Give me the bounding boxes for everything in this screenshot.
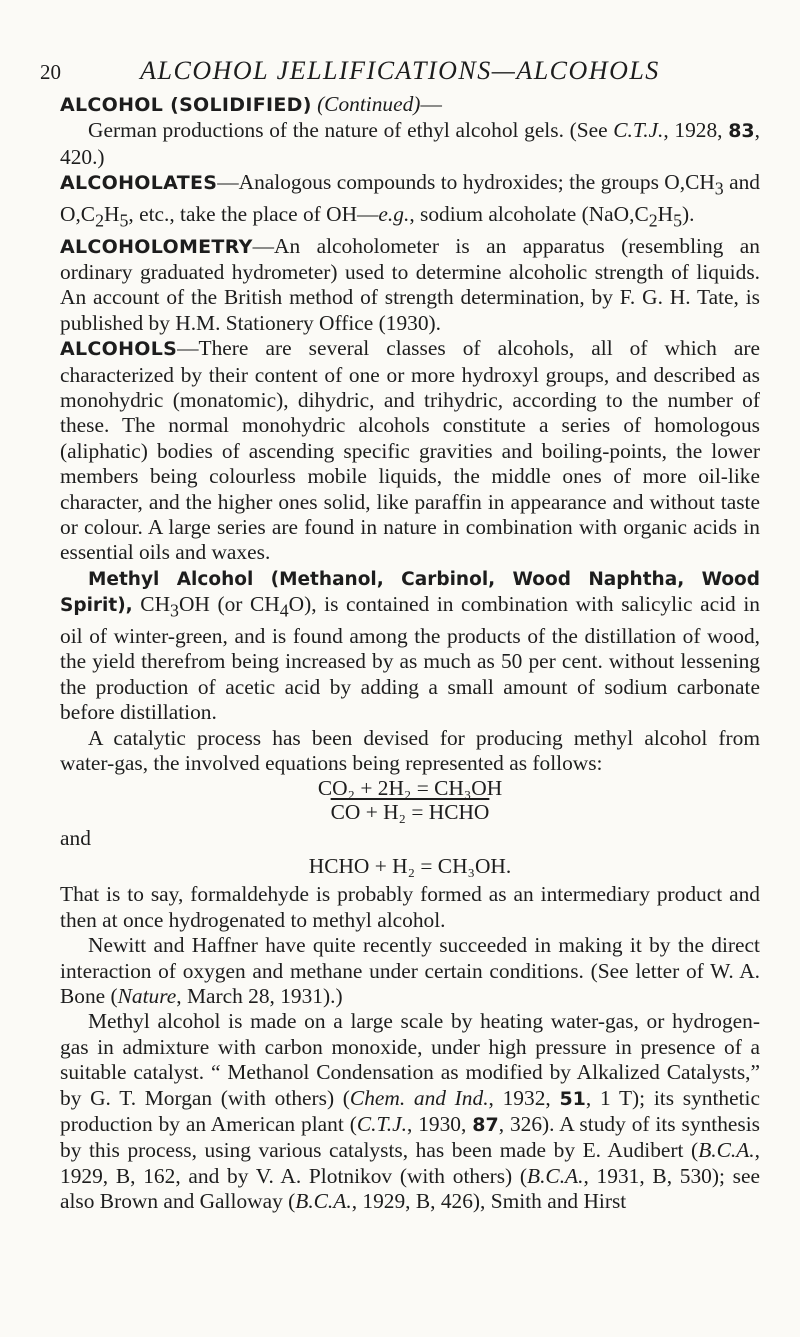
text: , etc., take the place of OH— [128, 201, 379, 226]
text: , March 28, 1931).) [176, 984, 343, 1009]
text: ). [682, 201, 695, 226]
headword-alcoholates: ALCOHOLATES [60, 172, 218, 195]
newitt-paragraph [60, 933, 760, 1009]
equation-2 [60, 800, 760, 825]
journal-bca: B.C.A. [527, 1163, 584, 1188]
headword-alcoholometry: ALCOHOLOMETRY [60, 235, 253, 258]
text: —An alcoholometer is an apparatus (resembling an ordinary graduated hydrometer) used to determine alcoholic strength of liquids. An account of the British method of strength determination, by F. G. H. Tate, is published by H.M. Stationery Office (1930). [60, 233, 760, 335]
subscript: 3 [170, 600, 179, 621]
text: , 1929, B, 162, and by V. A. Plotnikov (with others) ( [60, 1138, 760, 1188]
entry-methyl-alcohol [60, 566, 760, 726]
text: , 1931, B, 530); see also Brown and Galloway ( [60, 1163, 760, 1214]
journal-bca: B.C.A. [295, 1189, 352, 1214]
text: and O,C [60, 170, 760, 226]
continued-label: (Continued) [317, 92, 421, 116]
text: H [657, 201, 674, 226]
text: , 1928, [663, 118, 729, 143]
entry-alcohols [60, 336, 760, 566]
journal-chem-ind: Chem. and Ind. [349, 1085, 489, 1110]
page-number: 20 [40, 60, 61, 84]
text: —Analogous compounds to hydroxides; the groups O,CH [217, 170, 715, 195]
citation-volume: 87 [472, 1114, 499, 1137]
text: OH (or CH [178, 592, 280, 617]
page-body [60, 92, 760, 1215]
subscript: 2 [648, 210, 658, 231]
equations-block [60, 776, 760, 882]
text: Methyl alcohol is made on a large scale by heating water-gas, or hydrogen-gas in admixture with carbon monoxide, under high pressure in presence of a suitable catalyst. “ Methanol Condensation as modified by Alkalized Catalysts,” by G. T. Morgan (with others) ( [60, 1009, 760, 1110]
eg-abbrev: e.g. [378, 201, 410, 226]
text: German productions of the nature of ethyl alcohol gels. (See [88, 118, 614, 143]
text: —There are several classes of alcohols, all of which are characterized by their content of one or more hydroxyl groups, and described as monohydric (monatomic), dihydric, and trihydric, according to the number of these. The normal monohydric alcohols constitute a series of homologous (aliphatic) bodies of ascending specific gravities and boiling-points, the lower members being colourless mobile liquids, the middle ones of more oil-like character, and the higher ones solid, like paraffin in appearance and without taste or colour. A large series are found in nature in combination with organic acids in essential oils and waxes. [60, 336, 760, 565]
entry-alcoholates [60, 170, 760, 233]
text: , 1930, [406, 1112, 473, 1137]
headword-solidified: ALCOHOL (SOLIDIFIED) [60, 94, 312, 116]
text: , 1 T); its synthetic production by an American plant ( [60, 1085, 760, 1137]
citation-volume: 83 [728, 120, 755, 143]
equation-1: CO₂ + 2H₂ = CH₃OH [317, 776, 503, 801]
made-paragraph [60, 1009, 760, 1214]
text: , sodium alcoholate (NaO,C [409, 201, 649, 226]
text: , 420.) [60, 118, 760, 169]
journal-bca: B.C.A. [698, 1138, 755, 1163]
citation-journal: C.T.J. [613, 118, 664, 143]
running-title: ALCOHOL JELLIFICATIONS—ALCOHOLS [140, 56, 660, 85]
subscript: 3 [714, 178, 724, 199]
catalytic-paragraph: A catalytic process has been devised for producing methyl alcohol from water-gas, the involved equations being represented as follows: [60, 725, 760, 775]
text: , 326). A study of its synthesis by this process, using various catalysts, has been made by E. Audibert ( [60, 1112, 760, 1163]
entry-alcoholometry [60, 234, 760, 337]
dash: — [420, 92, 442, 116]
journal-ctj: C.T.J. [356, 1112, 407, 1137]
headword-methyl-alcohol: Methyl Alcohol (Methanol, Carbinol, Wood Naphtha, Wood Spirit), [60, 568, 760, 617]
text: , 1929, B, 426), Smith and Hirst [351, 1189, 627, 1214]
and-word: and [60, 826, 91, 851]
journal-nature: Nature [117, 984, 177, 1009]
subscript: 2 [95, 210, 104, 231]
headword-alcohols: ALCOHOLS [60, 338, 178, 361]
subscript: 5 [119, 210, 129, 231]
subscript: 5 [673, 210, 683, 231]
text: CH [132, 592, 171, 617]
citation-volume: 51 [559, 1087, 586, 1110]
text: O), is contained in combination with salicylic acid in oil of winter-green, and is found among the products of the distillation of wood, the yield therefrom being increased by as much as 50 per cent. without lessening the production of acetic acid by adding a small amount of sodium carbonate before distillation. [60, 592, 760, 725]
equation-2-text: CO + H₂ = HCHO [330, 800, 490, 825]
subscript: 4 [279, 600, 289, 621]
text: Newitt and Haffner have quite recently succeeded in making it by the direct interaction of oxygen and methane under certain conditions. (See letter of W. A. Bone ( [60, 933, 760, 1009]
equation-3: HCHO + H₂ = CH₃OH. [308, 854, 512, 879]
explain-paragraph: That is to say, formaldehyde is probably formed as an intermediary product and then at once hydrogenated to methyl alcohol. [60, 882, 760, 932]
text: H [104, 201, 120, 226]
text: , 1932, [488, 1085, 560, 1110]
entry-alcohol-solidified [60, 92, 760, 170]
